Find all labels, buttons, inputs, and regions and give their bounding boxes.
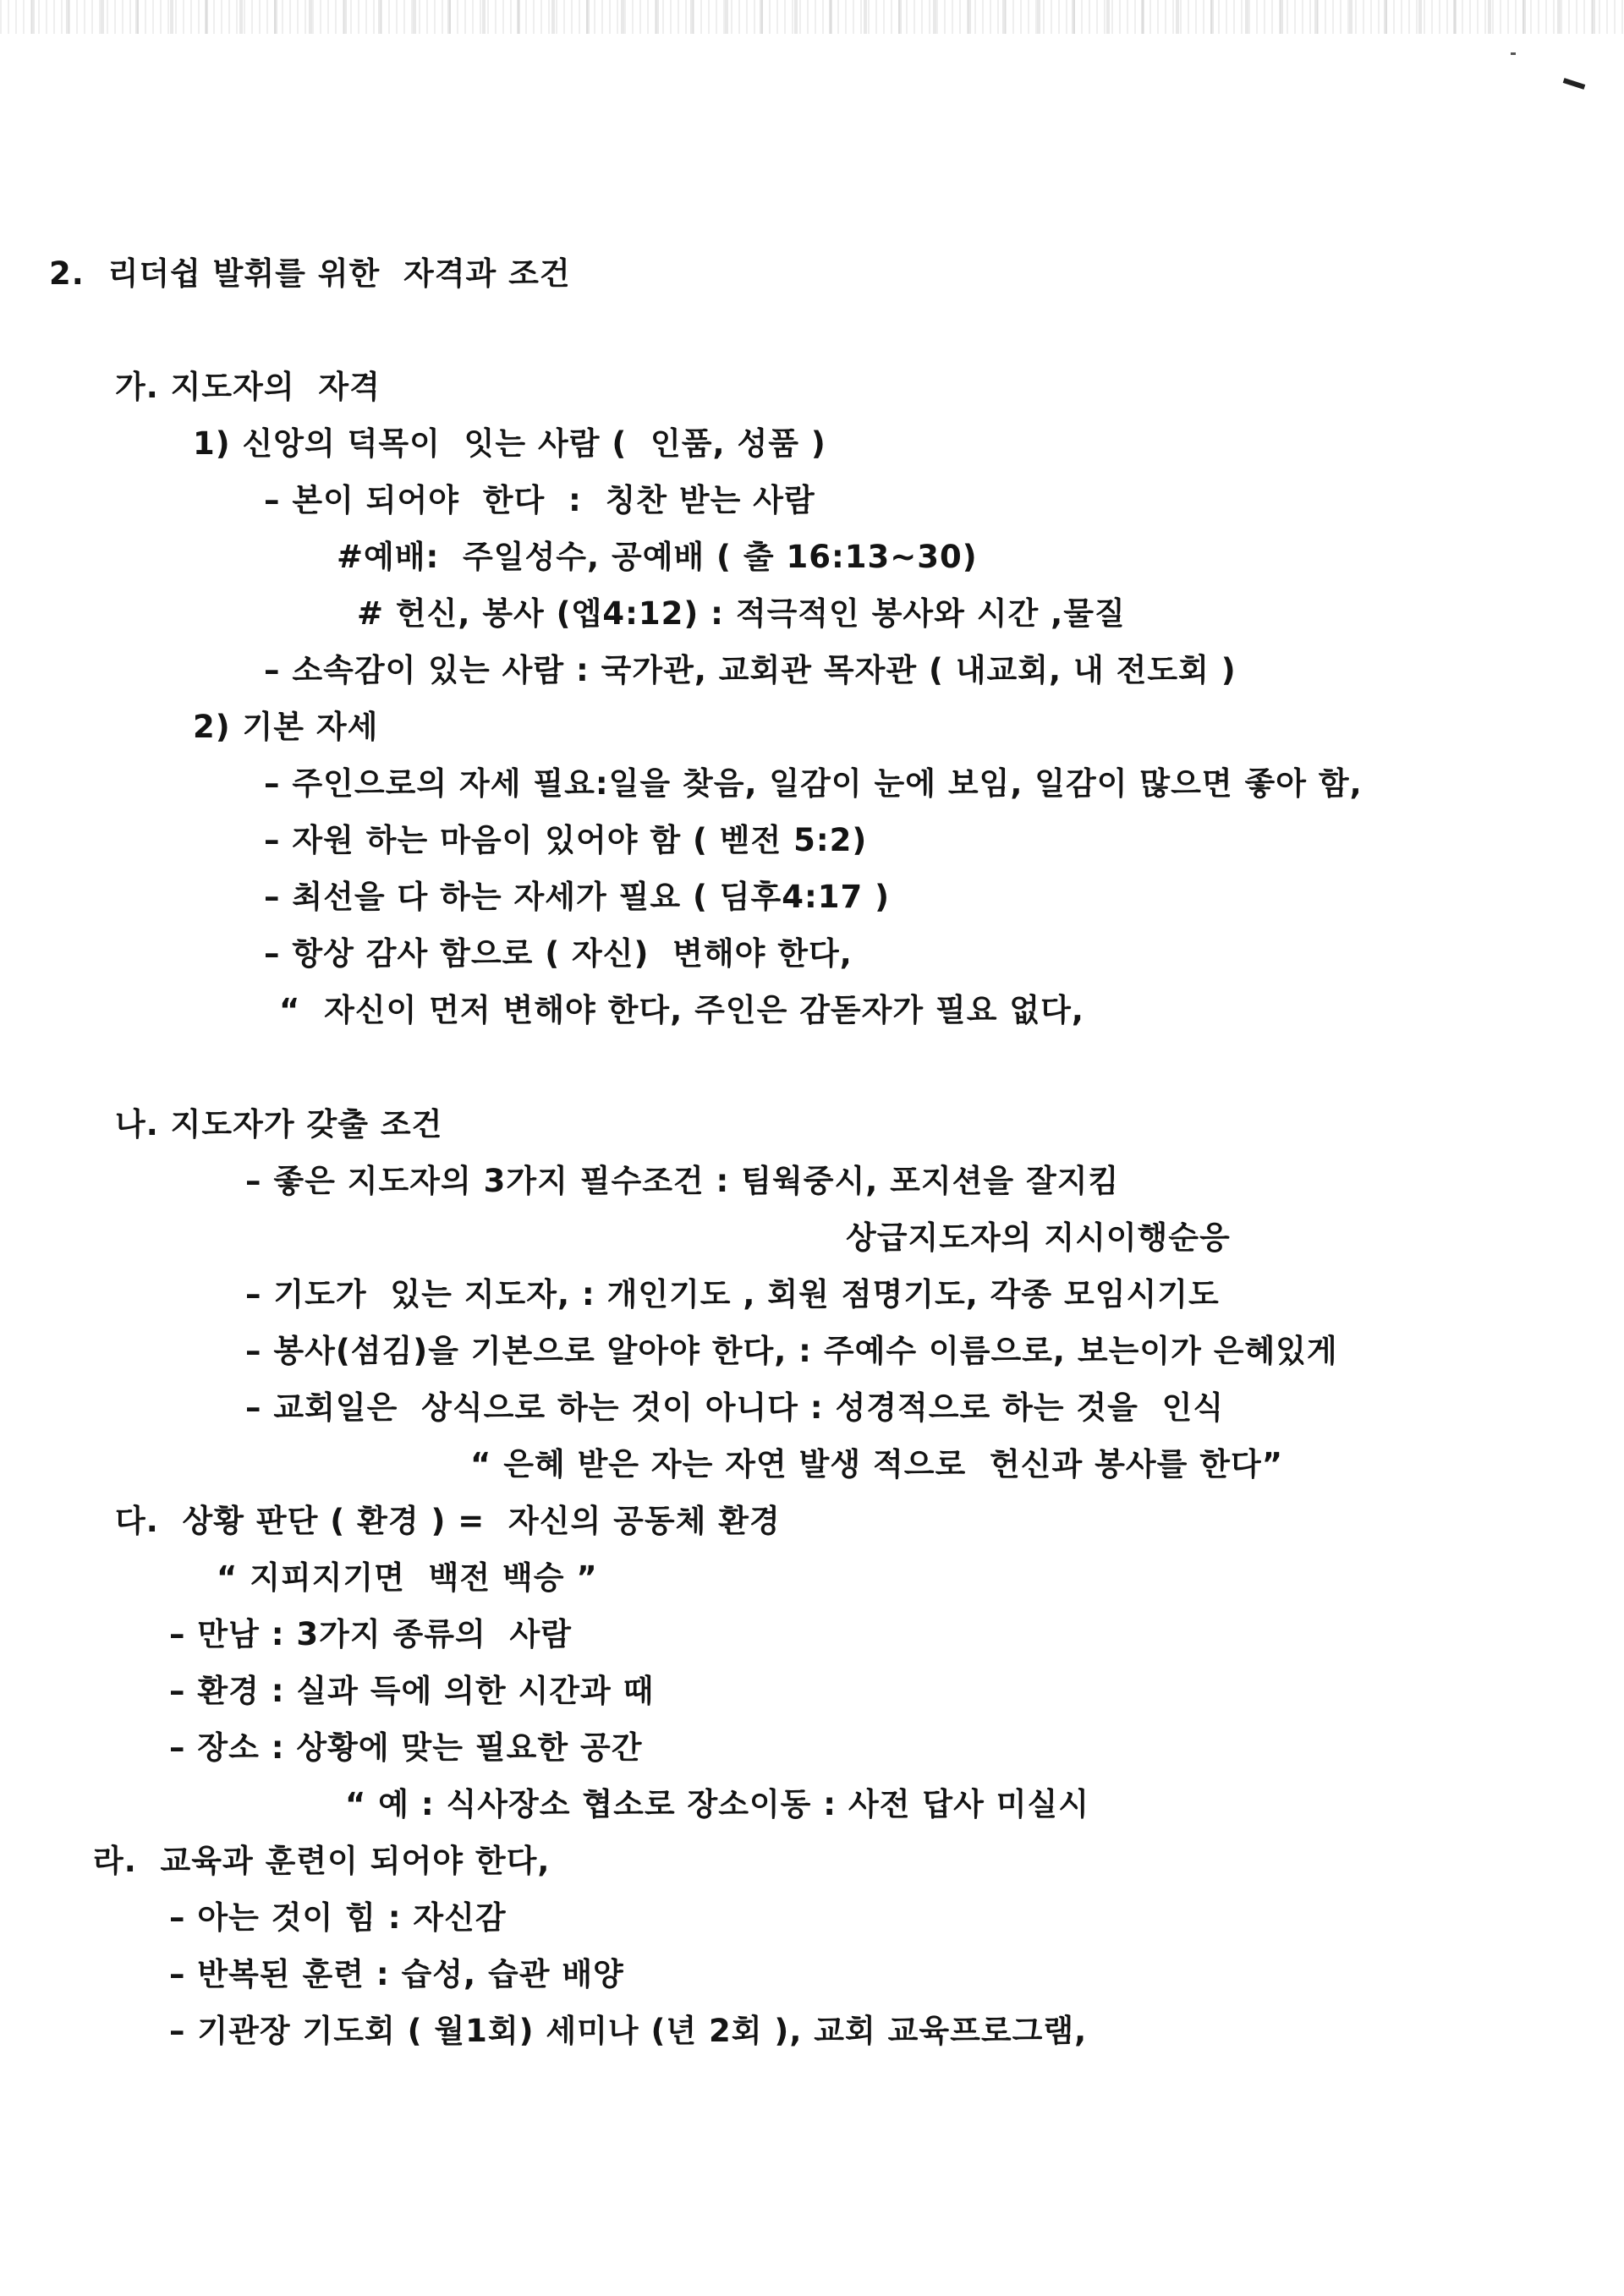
da-line: – 환경 : 실과 득에 의한 시간과 때 bbox=[169, 1673, 655, 1709]
ga-item2-quote: “ 자신이 먼저 변해야 한다, 주인은 감돋자가 필요 없다, bbox=[279, 992, 1084, 1028]
na-line: – 좋은 지도자의 3가지 필수조건 : 팀웍중시, 포지션을 잘지킴 bbox=[245, 1163, 1120, 1199]
da-quote: “ 지피지기면 백전 백승 ” bbox=[217, 1559, 598, 1596]
scan-noise bbox=[0, 0, 1624, 34]
ga-item2-line: – 항상 감사 함으로 ( 자신) 변해야 한다, bbox=[264, 935, 853, 972]
ga-item2-line: – 자원 하는 마음이 있어야 함 ( 벧전 5:2) bbox=[264, 822, 868, 858]
ga-title: 가. 지도자의 자격 bbox=[115, 369, 381, 405]
ga-item1-line: – 소속감이 있는 사람 : 국가관, 교회관 목자관 ( 내교회, 내 전도회 ) bbox=[264, 652, 1237, 688]
da-line: – 만남 : 3가지 종류의 사람 bbox=[169, 1616, 573, 1652]
na-line: – 기도가 있는 지도자, : 개인기도 , 회원 점명기도, 각종 모임시기도 bbox=[245, 1276, 1220, 1312]
da-line: – 장소 : 상황에 맞는 필요한 공간 bbox=[169, 1729, 643, 1766]
ga-item2-title: 2) 기본 자세 bbox=[193, 709, 379, 745]
ga-item1-title: 1) 신앙의 덕목이 잇는 사람 ( 인품, 성품 ) bbox=[193, 425, 826, 462]
ga-item1-line: – 본이 되어야 한다 : 칭찬 받는 사람 bbox=[264, 482, 815, 518]
scan-speck bbox=[1511, 52, 1516, 55]
ga-item1-line: #예배: 주일성수, 공예배 ( 출 16:13~30) bbox=[337, 539, 978, 575]
ra-line: – 반복된 훈련 : 습성, 습관 배양 bbox=[169, 1956, 624, 1992]
da-example: “ 예 : 식사장소 협소로 장소이동 : 사전 답사 미실시 bbox=[345, 1786, 1089, 1822]
na-line: – 봉사(섬김)을 기본으로 알아야 한다, : 주예수 이름으로, 보는이가 은혜있게 bbox=[245, 1333, 1338, 1369]
ra-title: 라. 교육과 훈련이 되어야 한다, bbox=[93, 1843, 551, 1879]
section-heading: 2. 리더쉽 발휘를 위한 자격과 조건 bbox=[49, 255, 571, 292]
na-line: 상급지도자의 지시이행순응 bbox=[846, 1219, 1231, 1256]
ga-item1-line: # 헌신, 봉사 (엡4:12) : 적극적인 봉사와 시간 ,물질 bbox=[357, 595, 1126, 632]
na-line: – 교회일은 상식으로 하는 것이 아니다 : 성경적으로 하는 것을 인식 bbox=[245, 1389, 1225, 1426]
scan-mark bbox=[1563, 78, 1586, 90]
ra-line: – 기관장 기도회 ( 월1회) 세미나 (년 2회 ), 교회 교육프로그램, bbox=[169, 2013, 1088, 2049]
na-quote: “ 은혜 받은 자는 자연 발생 적으로 헌신과 봉사를 한다” bbox=[470, 1446, 1284, 1482]
na-title: 나. 지도자가 갖출 조건 bbox=[115, 1106, 443, 1143]
ga-item2-line: – 주인으로의 자세 필요:일을 찾음, 일감이 눈에 보임, 일감이 많으면 좋아 함, bbox=[264, 765, 1363, 802]
ra-line: – 아는 것이 힘 : 자신감 bbox=[169, 1899, 507, 1936]
ga-item2-line: – 최선을 다 하는 자세가 필요 ( 딤후4:17 ) bbox=[264, 879, 891, 915]
da-title: 다. 상황 판단 ( 환경 ) = 자신의 공동체 환경 bbox=[115, 1503, 781, 1539]
